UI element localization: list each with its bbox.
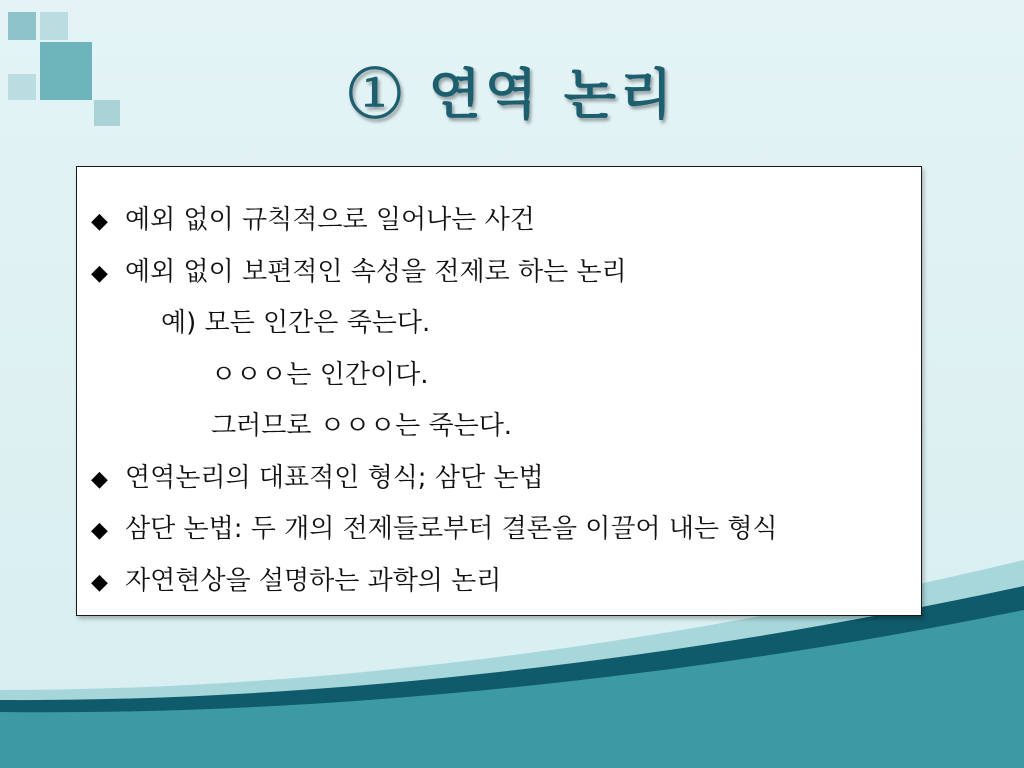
list-item [91, 247, 921, 299]
list-item-text: 자연현상을 설명하는 과학의 논리 [125, 565, 502, 596]
list-item [91, 195, 921, 247]
list-item [91, 556, 921, 608]
list-item-text: 예외 없이 규칙적으로 일어나는 사건 [125, 205, 535, 235]
example-text: 예) 모든 인간은 죽는다. [161, 308, 431, 338]
list-item [91, 453, 921, 505]
content-list [77, 167, 921, 607]
example-text: 그러므로 ㅇㅇㅇ는 죽는다. [211, 411, 513, 441]
example-line [91, 298, 921, 350]
list-item-text: 삼단 논법: 두 개의 전제들로부터 결론을 이끌어 내는 형식 [125, 514, 778, 544]
deco-square-1 [8, 12, 36, 40]
diamond-bullet-icon: ◆ [91, 466, 108, 492]
example-line [91, 401, 921, 453]
example-text: ㅇㅇㅇ는 인간이다. [211, 359, 429, 390]
list-item-text: 연역논리의 대표적인 형식; 삼단 논법 [125, 462, 544, 493]
diamond-bullet-icon: ◆ [91, 260, 108, 286]
deco-square-2 [40, 12, 68, 40]
content-box [76, 166, 922, 616]
list-item [91, 504, 921, 556]
diamond-bullet-icon: ◆ [91, 518, 108, 543]
diamond-bullet-icon: ◆ [91, 569, 108, 595]
example-line [91, 350, 921, 402]
diamond-bullet-icon: ◆ [91, 209, 108, 234]
slide-title: ① 연역 논리 [347, 62, 677, 126]
list-item-text: 예외 없이 보편적인 속성을 전제로 하는 논리 [125, 256, 627, 287]
